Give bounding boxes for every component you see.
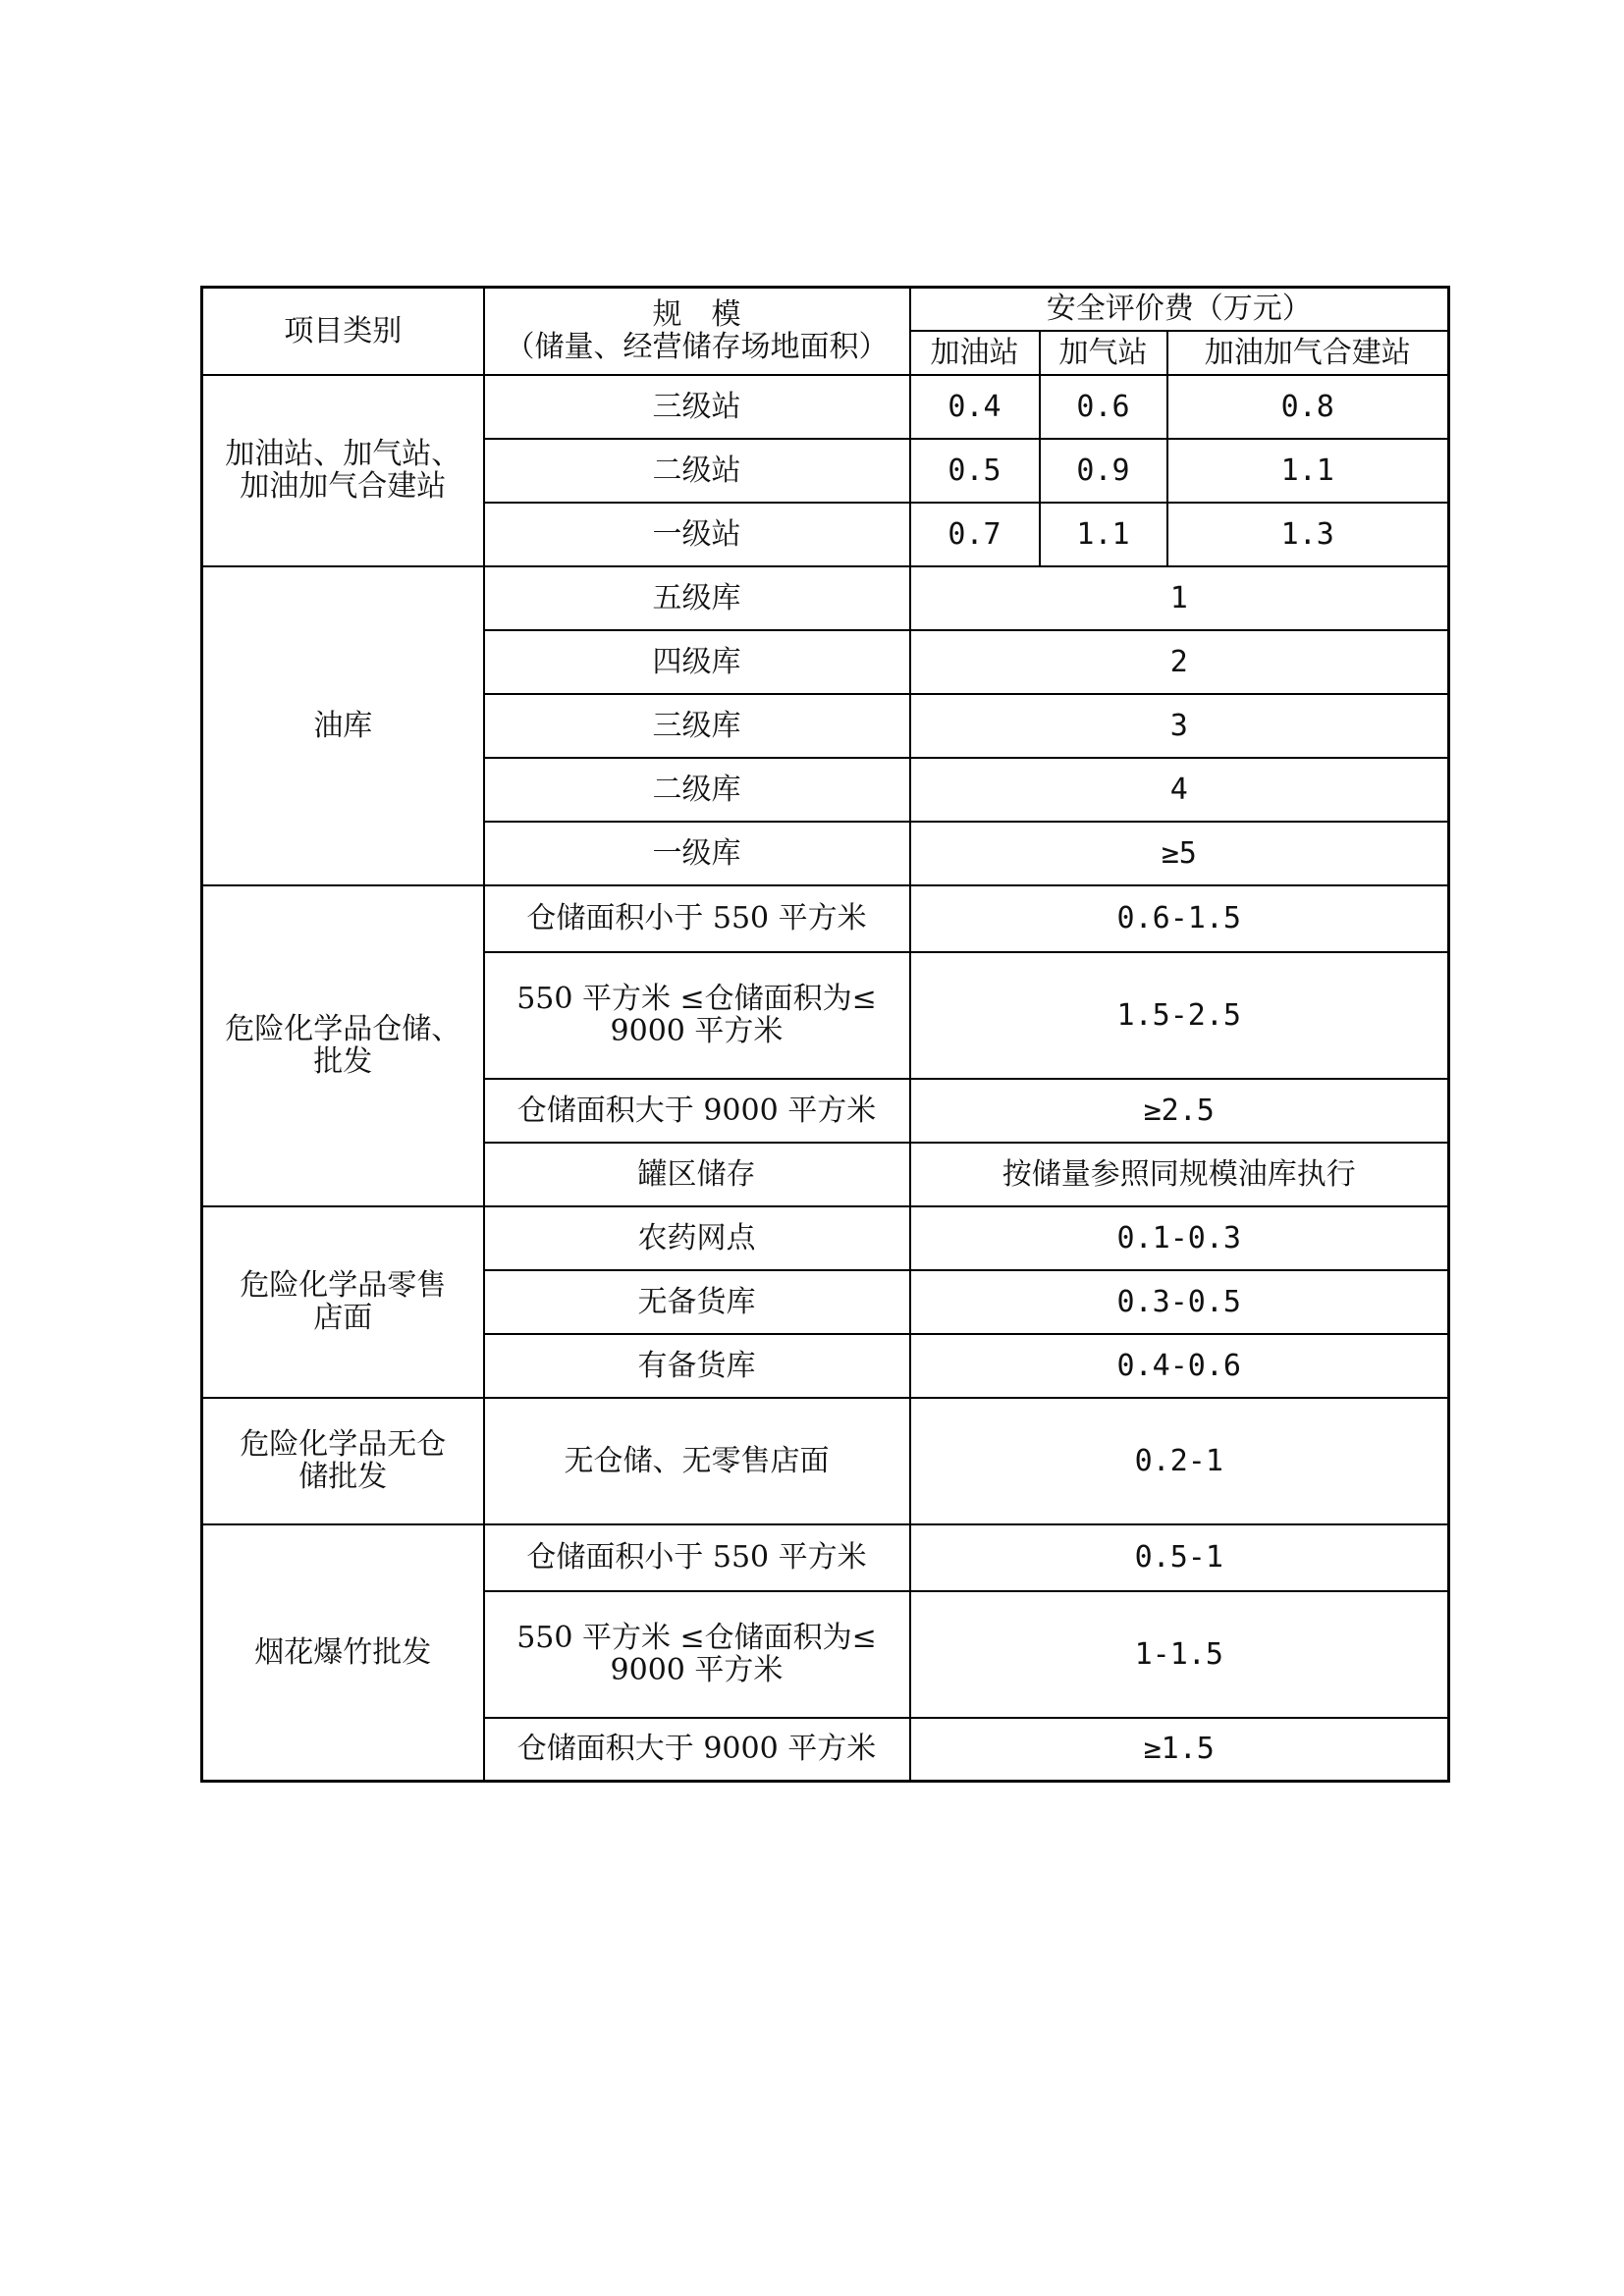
scale-cell: 五级库 bbox=[484, 566, 910, 630]
fee-cell: 0.9 bbox=[1040, 439, 1167, 503]
category-cell: 危险化学品零售 店面 bbox=[202, 1206, 484, 1398]
header-category: 项目类别 bbox=[202, 288, 484, 375]
scale-cell: 仓储面积小于 550 平方米 bbox=[484, 885, 910, 952]
fee-cell: 0.5-1 bbox=[910, 1524, 1449, 1591]
header-scale-title: 规 模 bbox=[652, 297, 741, 333]
category-cell: 危险化学品仓储、 批发 bbox=[202, 885, 484, 1206]
table-row bbox=[202, 375, 1449, 439]
fee-cell: ≥2.5 bbox=[910, 1079, 1449, 1143]
header-fee-title: 安全评价费（万元） bbox=[910, 288, 1449, 331]
scale-cell: 二级库 bbox=[484, 758, 910, 822]
safety-evaluation-fee-table bbox=[200, 286, 1450, 1783]
fee-cell: ≥5 bbox=[910, 822, 1449, 885]
scale-cell: 550 平方米 ≤仓储面积为≤ 9000 平方米 bbox=[484, 952, 910, 1079]
header-fee-col: 加气站 bbox=[1040, 331, 1167, 375]
fee-cell: 按储量参照同规模油库执行 bbox=[910, 1143, 1449, 1206]
scale-cell: 无备货库 bbox=[484, 1270, 910, 1334]
scale-cell: 农药网点 bbox=[484, 1206, 910, 1270]
header-row bbox=[202, 288, 1449, 331]
table-row bbox=[202, 1398, 1449, 1524]
fee-cell: 0.2-1 bbox=[910, 1398, 1449, 1524]
fee-cell: 2 bbox=[910, 630, 1449, 694]
table-row bbox=[202, 1206, 1449, 1270]
fee-cell: 0.8 bbox=[1167, 375, 1449, 439]
category-cell: 加油站、加气站、 加油加气合建站 bbox=[202, 375, 484, 566]
table-row bbox=[202, 1524, 1449, 1591]
header-scale-subtitle: （储量、经营储存场地面积） bbox=[505, 330, 889, 365]
scale-cell: 二级站 bbox=[484, 439, 910, 503]
fee-cell: 0.5 bbox=[910, 439, 1040, 503]
fee-cell: 1.5-2.5 bbox=[910, 952, 1449, 1079]
fee-cell: ≥1.5 bbox=[910, 1718, 1449, 1782]
scale-cell: 一级站 bbox=[484, 503, 910, 566]
fee-cell: 0.7 bbox=[910, 503, 1040, 566]
scale-cell: 无仓储、无零售店面 bbox=[484, 1398, 910, 1524]
scale-cell: 三级站 bbox=[484, 375, 910, 439]
scale-cell: 仓储面积大于 9000 平方米 bbox=[484, 1079, 910, 1143]
scale-cell: 仓储面积大于 9000 平方米 bbox=[484, 1718, 910, 1782]
header-fee-col: 加油站 bbox=[910, 331, 1040, 375]
category-cell: 油库 bbox=[202, 566, 484, 885]
header-fee-col: 加油加气合建站 bbox=[1167, 331, 1449, 375]
fee-cell: 0.1-0.3 bbox=[910, 1206, 1449, 1270]
fee-cell: 1-1.5 bbox=[910, 1591, 1449, 1718]
scale-cell: 三级库 bbox=[484, 694, 910, 758]
table-row bbox=[202, 566, 1449, 630]
scale-cell: 有备货库 bbox=[484, 1334, 910, 1398]
fee-cell: 1.1 bbox=[1040, 503, 1167, 566]
scale-cell: 一级库 bbox=[484, 822, 910, 885]
fee-cell: 0.4-0.6 bbox=[910, 1334, 1449, 1398]
scale-cell: 罐区储存 bbox=[484, 1143, 910, 1206]
scale-cell: 仓储面积小于 550 平方米 bbox=[484, 1524, 910, 1591]
fee-cell: 1.3 bbox=[1167, 503, 1449, 566]
category-cell: 烟花爆竹批发 bbox=[202, 1524, 484, 1782]
header-scale bbox=[484, 288, 910, 375]
fee-cell: 0.4 bbox=[910, 375, 1040, 439]
fee-cell: 0.6 bbox=[1040, 375, 1167, 439]
table-row bbox=[202, 885, 1449, 952]
fee-cell: 0.6-1.5 bbox=[910, 885, 1449, 952]
fee-cell: 1.1 bbox=[1167, 439, 1449, 503]
document-page bbox=[200, 286, 1447, 1783]
fee-cell: 3 bbox=[910, 694, 1449, 758]
fee-cell: 0.3-0.5 bbox=[910, 1270, 1449, 1334]
category-cell: 危险化学品无仓 储批发 bbox=[202, 1398, 484, 1524]
fee-cell: 4 bbox=[910, 758, 1449, 822]
scale-cell: 四级库 bbox=[484, 630, 910, 694]
fee-cell: 1 bbox=[910, 566, 1449, 630]
scale-cell: 550 平方米 ≤仓储面积为≤ 9000 平方米 bbox=[484, 1591, 910, 1718]
